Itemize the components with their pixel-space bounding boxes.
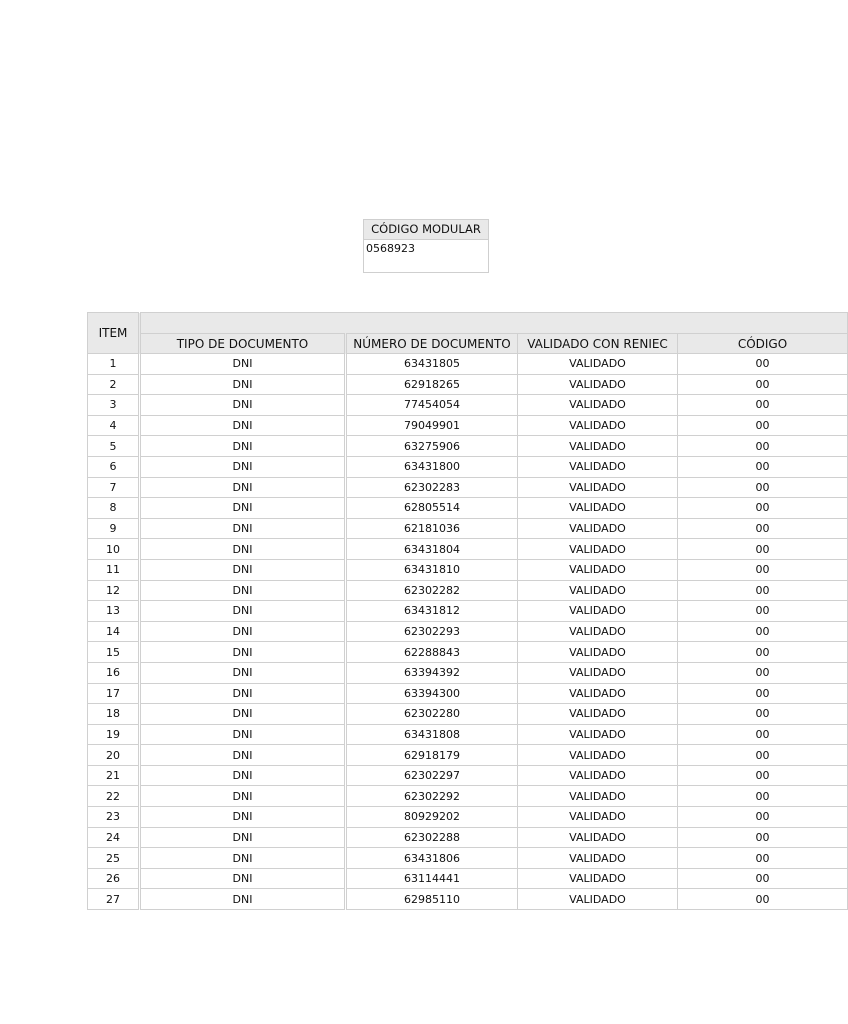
table-row xyxy=(88,456,848,477)
numero-documento-cell: 63431810 xyxy=(346,559,518,580)
table-row xyxy=(88,765,848,786)
codigo-cell: 00 xyxy=(678,539,848,560)
table-row xyxy=(88,395,848,416)
tipo-documento-cell: DNI xyxy=(140,807,346,828)
tipo-documento-cell: DNI xyxy=(140,436,346,457)
codigo-modular-header: CÓDIGO MODULAR xyxy=(364,220,488,240)
codigo-cell: 00 xyxy=(678,889,848,910)
tipo-documento-cell: DNI xyxy=(140,786,346,807)
tipo-documento-cell: DNI xyxy=(140,683,346,704)
tipo-documento-cell: DNI xyxy=(140,477,346,498)
validado-reniec-cell: VALIDADO xyxy=(518,889,678,910)
numero-documento-cell: 63431805 xyxy=(346,354,518,375)
codigo-column-header: CÓDIGO xyxy=(678,334,848,354)
table-row xyxy=(88,868,848,889)
table-row xyxy=(88,436,848,457)
numero-documento-cell: 63431806 xyxy=(346,848,518,869)
numero-documento-cell: 62302293 xyxy=(346,621,518,642)
tipo-documento-cell: DNI xyxy=(140,745,346,766)
codigo-cell: 00 xyxy=(678,745,848,766)
tipo-documento-cell: DNI xyxy=(140,415,346,436)
item-cell: 26 xyxy=(88,868,140,889)
validado-reniec-cell: VALIDADO xyxy=(518,745,678,766)
numero-documento-cell: 63431800 xyxy=(346,456,518,477)
tipo-documento-cell: DNI xyxy=(140,374,346,395)
codigo-cell: 00 xyxy=(678,456,848,477)
validado-reniec-cell: VALIDADO xyxy=(518,621,678,642)
table-row xyxy=(88,848,848,869)
item-cell: 4 xyxy=(88,415,140,436)
numero-documento-cell: 62918179 xyxy=(346,745,518,766)
codigo-cell: 00 xyxy=(678,477,848,498)
codigo-cell: 00 xyxy=(678,374,848,395)
numero-documento-column-header: NÚMERO DE DOCUMENTO xyxy=(346,334,518,354)
item-cell: 16 xyxy=(88,662,140,683)
item-cell: 17 xyxy=(88,683,140,704)
table-row xyxy=(88,786,848,807)
codigo-cell: 00 xyxy=(678,559,848,580)
validado-reniec-cell: VALIDADO xyxy=(518,786,678,807)
numero-documento-cell: 62302288 xyxy=(346,827,518,848)
validado-reniec-cell: VALIDADO xyxy=(518,354,678,375)
validado-reniec-cell: VALIDADO xyxy=(518,395,678,416)
item-cell: 6 xyxy=(88,456,140,477)
item-cell: 22 xyxy=(88,786,140,807)
validado-reniec-cell: VALIDADO xyxy=(518,683,678,704)
item-cell: 24 xyxy=(88,827,140,848)
table-row xyxy=(88,642,848,663)
table-body xyxy=(88,354,848,910)
table-row xyxy=(88,477,848,498)
validado-reniec-cell: VALIDADO xyxy=(518,415,678,436)
item-cell: 25 xyxy=(88,848,140,869)
numero-documento-cell: 62918265 xyxy=(346,374,518,395)
codigo-cell: 00 xyxy=(678,498,848,519)
tipo-documento-cell: DNI xyxy=(140,724,346,745)
students-table xyxy=(87,312,848,910)
codigo-cell: 00 xyxy=(678,848,848,869)
table-row xyxy=(88,601,848,622)
validado-reniec-cell: VALIDADO xyxy=(518,559,678,580)
codigo-modular-box xyxy=(363,219,489,273)
codigo-cell: 00 xyxy=(678,415,848,436)
tipo-documento-cell: DNI xyxy=(140,539,346,560)
numero-documento-cell: 62805514 xyxy=(346,498,518,519)
validado-reniec-cell: VALIDADO xyxy=(518,642,678,663)
numero-documento-cell: 62985110 xyxy=(346,889,518,910)
table-row xyxy=(88,621,848,642)
codigo-cell: 00 xyxy=(678,662,848,683)
validado-reniec-cell: VALIDADO xyxy=(518,477,678,498)
table-row xyxy=(88,539,848,560)
codigo-cell: 00 xyxy=(678,601,848,622)
table-row xyxy=(88,580,848,601)
table-header-columns-row xyxy=(88,334,848,354)
validado-reniec-cell: VALIDADO xyxy=(518,456,678,477)
tipo-documento-cell: DNI xyxy=(140,580,346,601)
codigo-cell: 00 xyxy=(678,518,848,539)
table-row xyxy=(88,559,848,580)
numero-documento-cell: 62302283 xyxy=(346,477,518,498)
codigo-cell: 00 xyxy=(678,642,848,663)
table-row xyxy=(88,354,848,375)
codigo-cell: 00 xyxy=(678,786,848,807)
tipo-documento-cell: DNI xyxy=(140,498,346,519)
codigo-cell: 00 xyxy=(678,724,848,745)
validado-reniec-cell: VALIDADO xyxy=(518,765,678,786)
validado-reniec-cell: VALIDADO xyxy=(518,868,678,889)
item-cell: 19 xyxy=(88,724,140,745)
codigo-cell: 00 xyxy=(678,704,848,725)
codigo-cell: 00 xyxy=(678,807,848,828)
item-cell: 27 xyxy=(88,889,140,910)
validado-reniec-column-header: VALIDADO CON RENIEC xyxy=(518,334,678,354)
validado-reniec-cell: VALIDADO xyxy=(518,601,678,622)
students-table-container xyxy=(87,312,788,910)
item-cell: 3 xyxy=(88,395,140,416)
numero-documento-cell: 63394300 xyxy=(346,683,518,704)
numero-documento-cell: 63394392 xyxy=(346,662,518,683)
tipo-documento-cell: DNI xyxy=(140,765,346,786)
numero-documento-cell: 63431808 xyxy=(346,724,518,745)
item-cell: 5 xyxy=(88,436,140,457)
tipo-documento-cell: DNI xyxy=(140,662,346,683)
table-row xyxy=(88,704,848,725)
validado-reniec-cell: VALIDADO xyxy=(518,848,678,869)
tipo-documento-cell: DNI xyxy=(140,601,346,622)
table-row xyxy=(88,374,848,395)
item-cell: 7 xyxy=(88,477,140,498)
tipo-documento-cell: DNI xyxy=(140,456,346,477)
tipo-documento-cell: DNI xyxy=(140,704,346,725)
numero-documento-cell: 80929202 xyxy=(346,807,518,828)
item-cell: 12 xyxy=(88,580,140,601)
item-column-header: ITEM xyxy=(88,313,140,354)
tipo-documento-cell: DNI xyxy=(140,621,346,642)
table-row xyxy=(88,498,848,519)
tipo-documento-cell: DNI xyxy=(140,518,346,539)
item-cell: 11 xyxy=(88,559,140,580)
table-header-top-row xyxy=(88,313,848,334)
numero-documento-cell: 63431804 xyxy=(346,539,518,560)
numero-documento-cell: 62302297 xyxy=(346,765,518,786)
tipo-documento-column-header: TIPO DE DOCUMENTO xyxy=(140,334,346,354)
numero-documento-cell: 62181036 xyxy=(346,518,518,539)
codigo-cell: 00 xyxy=(678,827,848,848)
numero-documento-cell: 62302292 xyxy=(346,786,518,807)
tipo-documento-cell: DNI xyxy=(140,559,346,580)
validado-reniec-cell: VALIDADO xyxy=(518,724,678,745)
numero-documento-cell: 62288843 xyxy=(346,642,518,663)
item-cell: 9 xyxy=(88,518,140,539)
tipo-documento-cell: DNI xyxy=(140,827,346,848)
table-row xyxy=(88,827,848,848)
codigo-cell: 00 xyxy=(678,354,848,375)
numero-documento-cell: 62302282 xyxy=(346,580,518,601)
numero-documento-cell: 63431812 xyxy=(346,601,518,622)
tipo-documento-cell: DNI xyxy=(140,848,346,869)
table-row xyxy=(88,415,848,436)
numero-documento-cell: 77454054 xyxy=(346,395,518,416)
numero-documento-cell: 79049901 xyxy=(346,415,518,436)
table-row xyxy=(88,518,848,539)
table-group-header xyxy=(140,313,848,334)
codigo-cell: 00 xyxy=(678,621,848,642)
codigo-cell: 00 xyxy=(678,683,848,704)
codigo-cell: 00 xyxy=(678,436,848,457)
validado-reniec-cell: VALIDADO xyxy=(518,827,678,848)
item-cell: 8 xyxy=(88,498,140,519)
validado-reniec-cell: VALIDADO xyxy=(518,498,678,519)
numero-documento-cell: 63114441 xyxy=(346,868,518,889)
validado-reniec-cell: VALIDADO xyxy=(518,704,678,725)
tipo-documento-cell: DNI xyxy=(140,642,346,663)
table-row xyxy=(88,662,848,683)
codigo-modular-value: 0568923 xyxy=(366,242,415,255)
tipo-documento-cell: DNI xyxy=(140,354,346,375)
item-cell: 18 xyxy=(88,704,140,725)
item-cell: 2 xyxy=(88,374,140,395)
item-cell: 14 xyxy=(88,621,140,642)
codigo-cell: 00 xyxy=(678,395,848,416)
table-row xyxy=(88,724,848,745)
tipo-documento-cell: DNI xyxy=(140,395,346,416)
validado-reniec-cell: VALIDADO xyxy=(518,580,678,601)
codigo-cell: 00 xyxy=(678,765,848,786)
validado-reniec-cell: VALIDADO xyxy=(518,518,678,539)
validado-reniec-cell: VALIDADO xyxy=(518,539,678,560)
item-cell: 1 xyxy=(88,354,140,375)
validado-reniec-cell: VALIDADO xyxy=(518,662,678,683)
tipo-documento-cell: DNI xyxy=(140,889,346,910)
table-row xyxy=(88,745,848,766)
codigo-cell: 00 xyxy=(678,580,848,601)
item-cell: 13 xyxy=(88,601,140,622)
table-row xyxy=(88,683,848,704)
numero-documento-cell: 62302280 xyxy=(346,704,518,725)
validado-reniec-cell: VALIDADO xyxy=(518,436,678,457)
codigo-cell: 00 xyxy=(678,868,848,889)
tipo-documento-cell: DNI xyxy=(140,868,346,889)
item-cell: 10 xyxy=(88,539,140,560)
validado-reniec-cell: VALIDADO xyxy=(518,374,678,395)
item-cell: 23 xyxy=(88,807,140,828)
table-row xyxy=(88,889,848,910)
numero-documento-cell: 63275906 xyxy=(346,436,518,457)
item-cell: 20 xyxy=(88,745,140,766)
item-cell: 21 xyxy=(88,765,140,786)
item-cell: 15 xyxy=(88,642,140,663)
table-row xyxy=(88,807,848,828)
validado-reniec-cell: VALIDADO xyxy=(518,807,678,828)
